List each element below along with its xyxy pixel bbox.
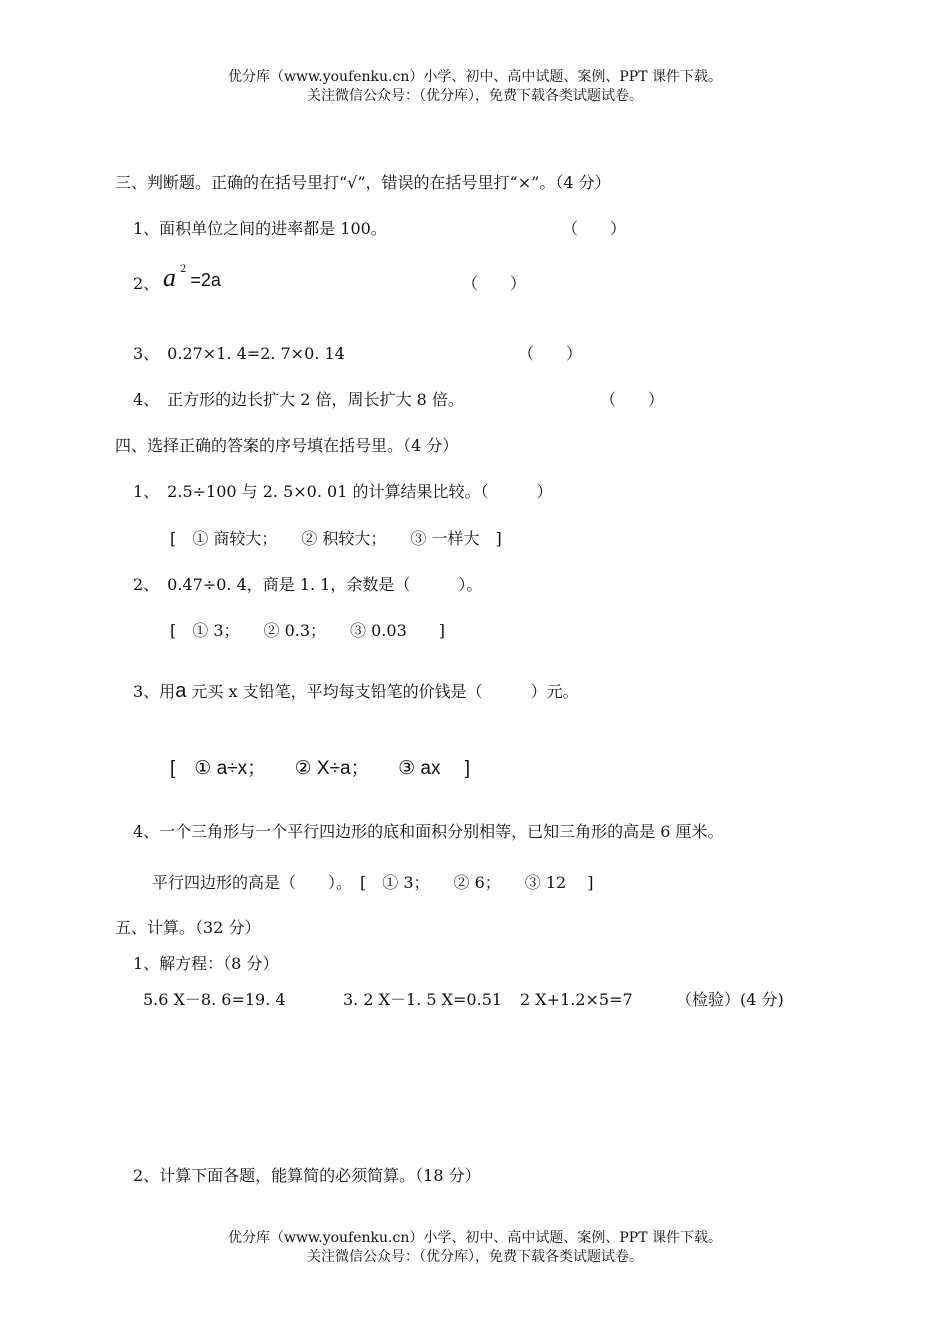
equation-3: 2 X+1.2×5=7 [520,990,633,1009]
equation-3-note: （检验）(4 分) [676,990,784,1009]
s4-question-4-continued: 平行四边形的高是（ ）。 [ ① 3； ② 6； ③ 12 ] [152,873,594,892]
s4-question-2-options: [ ① 3； ② 0.3； ③ 0.03 ] [170,621,445,640]
footer-line-1: 优分库（www.youfenku.cn）小学、初中、高中试题、案例、PPT 课件下载。 [227,1230,722,1246]
footer-line-2: 关注微信公众号：（优分库），免费下载各类试题试卷。 [307,1249,643,1265]
s3-question-2-number: 2、 [133,274,160,293]
equation-1: 5.6 X－8. 6=19. 4 [143,990,286,1009]
s3-question-3: 3、 0.27×1. 4=2. 7×0. 14 [133,344,345,363]
s3-question-1: 1、面积单位之间的进率都是 100。 [133,219,387,238]
s4-question-1-options: [ ① 商较大； ② 积较大； ③ 一样大 ] [170,529,502,548]
s4-question-4: 4、一个三角形与一个平行四边形的底和面积分别相等，已知三角形的高是 6 厘米。 [133,822,724,841]
s3-answer-bracket-1[interactable]: （ ） [562,219,627,238]
s3-answer-bracket-4[interactable]: （ ） [600,390,665,409]
s5-part-2-title: 2、计算下面各题，能算简的必须简算。（18 分） [133,1166,481,1185]
formula-rest: =2a [190,270,221,290]
section-5-title: 五、计算。（32 分） [115,918,261,937]
s4-q3-prefix: 3、用 [133,682,176,701]
s4-question-1: 1、 2.5÷100 与 2. 5×0. 01 的计算结果比较。（ ） [133,482,553,501]
formula-exponent: 2 [180,264,187,275]
s3-answer-bracket-3[interactable]: （ ） [518,344,583,363]
formula-variable-a: a [163,263,176,292]
s4-question-3-options: [ ① a÷x； ② X÷a； ③ ax ] [170,758,471,779]
s4-question-2: 2、 0.47÷0. 4，商是 1. 1，余数是（ ）。 [133,575,483,594]
s5-part-1-title: 1、解方程：（8 分） [133,954,279,973]
equation-2: 3. 2 X－1. 5 X=0.51 [343,990,503,1009]
s4-q3-variable-a: a [175,680,187,702]
section-3-title: 三、判断题。正确的在括号里打“√”，错误的在括号里打“×”。（4 分） [115,173,611,192]
s3-answer-bracket-2[interactable]: （ ） [462,274,527,293]
s4-q3-rest: 元买 x 支铅笔，平均每支铅笔的价钱是（ ）元。 [186,682,579,701]
s3-question-4: 4、 正方形的边长扩大 2 倍，周长扩大 8 倍。 [133,390,464,409]
header-line-1: 优分库（www.youfenku.cn）小学、初中、高中试题、案例、PPT 课件下载。 [227,69,722,85]
s3-question-2-formula [163,263,221,308]
section-4-title: 四、选择正确的答案的序号填在括号里。（4 分） [115,436,459,455]
header-line-2: 关注微信公众号：（优分库），免费下载各类试题试卷。 [307,88,643,104]
s4-question-3 [133,681,579,702]
